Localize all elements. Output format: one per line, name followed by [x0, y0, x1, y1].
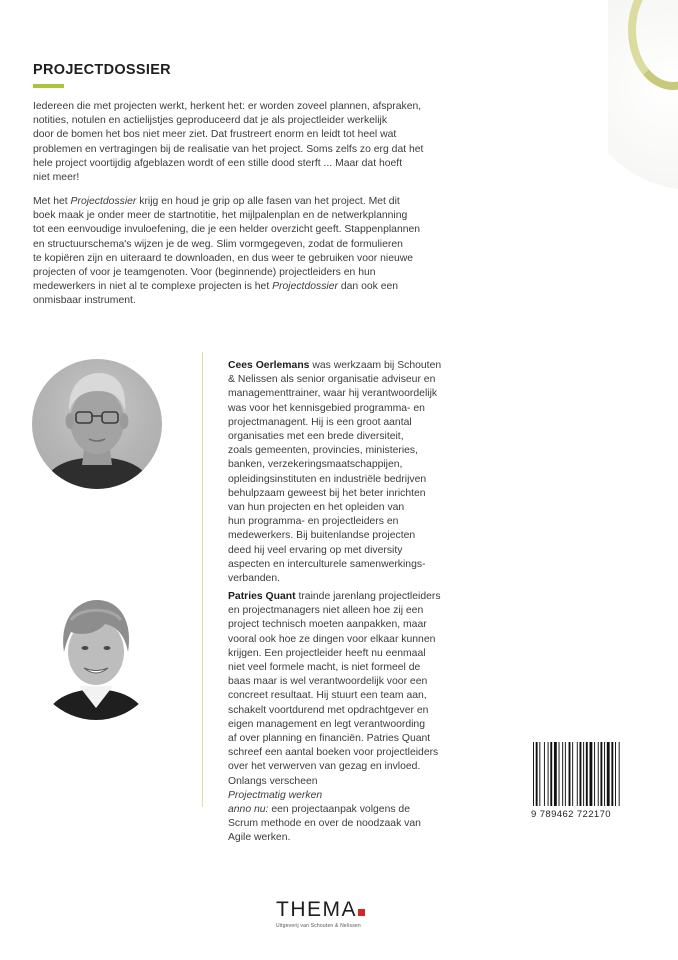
- barcode-bar: [600, 742, 602, 806]
- barcode-bar: [533, 742, 534, 806]
- barcode-bar: [536, 742, 538, 806]
- barcode-bar: [550, 742, 552, 806]
- author-bio-patries: Patries Quant trainde jarenlang projectleiders en projectmanagers niet alleen hoe zij een project technisch moeten aanpakken, maar vooral ook hoe ze dingen voor elkaar kunnen krijgen. Een projectleider heeft nu eenmaal niet veel formele macht, is niet formeel de baas maar is wel verantwoordelijk voor een concreet resultaat. Hij stuurt een team aan, schakelt voortdurend met opdrachtgever en eigen management en legt verantwoording af over planning en financiën. Patries Quant schreef een aantal boeken voor projectleiders over het verwerven van gezag en invloed. Onlangs verscheen Projectmatig werken anno nu: een projectaanpak volgens de Scrum methode en over de noodzaak van Agile werken.: [228, 591, 441, 844]
- barcode-bar: [577, 742, 578, 806]
- isbn-barcode: [531, 742, 639, 822]
- isbn-digits: 9 789462 722170: [531, 809, 611, 820]
- author-name: Cees Oerlemans: [228, 360, 310, 371]
- barcode-bar: [586, 742, 588, 806]
- title-accent-bar: [33, 84, 64, 88]
- barcode-bar: [565, 742, 566, 806]
- page-title: PROJECTDOSSIER: [33, 62, 171, 78]
- barcode-bar: [590, 742, 593, 806]
- barcode-bar: [598, 742, 599, 806]
- author-name: Patries Quant: [228, 591, 296, 602]
- author-divider-line: [202, 352, 203, 807]
- barcode-bar: [583, 742, 584, 806]
- barcode-bar: [604, 742, 605, 806]
- barcode-bar: [544, 742, 545, 806]
- barcode-bar: [594, 742, 595, 806]
- author-photo-cees: [32, 359, 162, 489]
- barcode-bar: [611, 742, 613, 806]
- barcode-bar: [619, 742, 620, 806]
- barcode-bar: [562, 742, 563, 806]
- coffee-cup-image: [608, 0, 678, 200]
- barcode-bar: [580, 742, 582, 806]
- barcode-bar: [539, 742, 540, 806]
- publisher-logo: [276, 898, 386, 929]
- publisher-name: THEMA: [276, 898, 357, 921]
- intro-paragraph-2: Met het Projectdossier krijg en houd je grip op alle fasen van het project. Met dit boek maak je onder meer de startnotitie, het mijlpalenplan en de netwerkplanning tot een eenvoudige invuloefening, die je een helder overzicht geeft. Stappenplannen en structuurschema's wijzen je de weg. Slim vormgegeven, zodat de formulieren te kopiëren zijn en uiteraard te downloaden, en dus weer te gebruiken voor nieuwe projecten of voor je teamgenoten. Voor (beginnende) projectleiders en hun medewerkers in niet al te complexe projecten is het Projectdossier dan ook een onmisbaar instrument.: [33, 196, 421, 307]
- logo-red-square: [358, 909, 365, 916]
- barcode-bar: [569, 742, 571, 806]
- publisher-tagline: Uitgeverij van Schouten & Nelissen: [276, 923, 361, 929]
- intro-paragraph-1: Iedereen die met projecten werkt, herkent het: er worden zoveel plannen, afspraken, notities, notulen en actielijstjes geproduceerd dat je als projectleider werkelijk door de bomen het bos niet meer ziet. Dat frustreert enorm en leidt tot heel wat problemen en vertragingen bij de realisatie van het project. Soms zelfs zo erg dat het hele project voortijdig afgeblazen wordt of een stille dood sterft ... Maar dat hoeft niet meer!: [33, 101, 424, 184]
- barcode-bar: [615, 742, 616, 806]
- author-bio-cees: Cees Oerlemans was werkzaam bij Schouten & Nelissen als senior organisatie adviseur en managementtrainer, waar hij verantwoordelijk was voor het kennisgebied programma- en projectmanagent. Hij is een groot aantal organisaties met een brede diversiteit, zoals gemeenten, provincies, ministeries, banken, verzekeringsmaatschappijen, opleidingsinstituten en industriële bedrijven behulpzaam geweest bij het beter inrichten van hun projecten en het opleiden van hun programma- en projectleiders en medewerkers. Bij buitenlandse projecten deed hij veel ervaring op met diversity aspecten en interculturele samenwerkings- verbanden.: [228, 360, 442, 585]
- barcode-bar: [607, 742, 610, 806]
- barcode-bar: [559, 742, 560, 806]
- barcode-bar: [548, 742, 549, 806]
- barcode-bar: [554, 742, 557, 806]
- barcode-bar: [572, 742, 573, 806]
- author-photo-patries: [31, 590, 161, 720]
